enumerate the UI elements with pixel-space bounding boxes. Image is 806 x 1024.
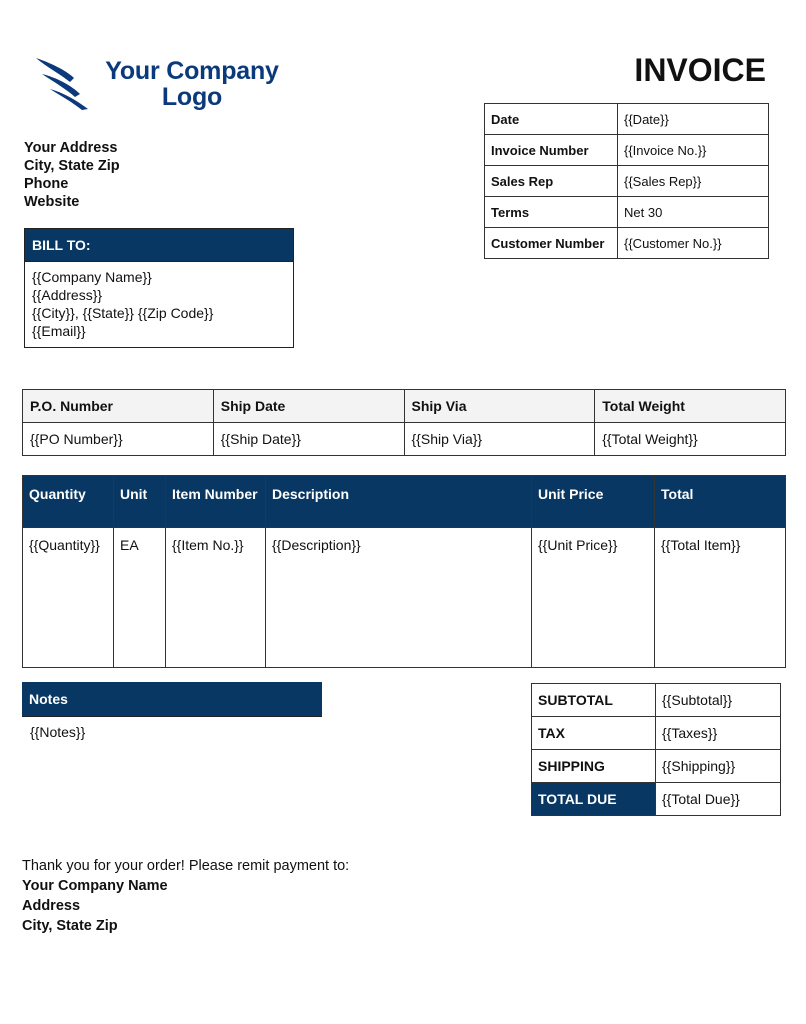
total-item-cell[interactable]: {{Total Item}} xyxy=(655,528,786,668)
meta-label: Customer Number xyxy=(485,228,618,259)
address-line: Your Address xyxy=(24,140,118,156)
notes-heading: Notes xyxy=(22,682,322,717)
totals-table xyxy=(531,683,781,816)
shipping-header-row xyxy=(23,390,786,423)
remit-address: Address xyxy=(22,898,81,914)
meta-row-sales-rep xyxy=(485,166,769,197)
company-address xyxy=(24,139,120,211)
meta-row-date xyxy=(485,104,769,135)
subtotal-label: SUBTOTAL xyxy=(532,684,656,717)
subtotal-row xyxy=(532,684,781,717)
shipping-value-row xyxy=(23,423,786,456)
notes-value[interactable]: {{Notes}} xyxy=(30,724,86,740)
quantity-cell[interactable]: {{Quantity}} xyxy=(23,528,114,668)
remit-company-name: Your Company Name xyxy=(22,878,168,894)
meta-value[interactable]: {{Customer No.}} xyxy=(618,228,769,259)
description-cell[interactable]: {{Description}} xyxy=(266,528,532,668)
bill-to-box xyxy=(24,228,294,348)
total-due-row xyxy=(532,783,781,816)
invoice-title: INVOICE xyxy=(634,52,766,88)
header-quantity: Quantity xyxy=(23,476,114,528)
meta-row-invoice-number xyxy=(485,135,769,166)
meta-row-terms xyxy=(485,197,769,228)
meta-label: Sales Rep xyxy=(485,166,618,197)
meta-label: Invoice Number xyxy=(485,135,618,166)
total-due-label: TOTAL DUE xyxy=(532,783,656,816)
phone: Phone xyxy=(24,176,69,192)
shipping-value[interactable]: {{Shipping}} xyxy=(656,750,781,783)
meta-value[interactable]: {{Invoice No.}} xyxy=(618,135,769,166)
header-po-number: P.O. Number xyxy=(23,390,214,423)
bill-to-heading: BILL TO: xyxy=(25,229,293,262)
meta-label: Date xyxy=(485,104,618,135)
meta-label: Terms xyxy=(485,197,618,228)
header-unit: Unit xyxy=(114,476,166,528)
header-unit-price: Unit Price xyxy=(532,476,655,528)
shipping-row xyxy=(532,750,781,783)
total-due-value[interactable]: {{Total Due}} xyxy=(656,783,781,816)
subtotal-value[interactable]: {{Subtotal}} xyxy=(656,684,781,717)
po-number-cell[interactable]: {{PO Number}} xyxy=(23,423,214,456)
shipping-label: SHIPPING xyxy=(532,750,656,783)
remit-city-state-zip: City, State Zip xyxy=(22,918,118,934)
meta-value[interactable]: {{Sales Rep}} xyxy=(618,166,769,197)
tax-label: TAX xyxy=(532,717,656,750)
ship-via-cell[interactable]: {{Ship Via}} xyxy=(404,423,595,456)
meta-row-customer-number xyxy=(485,228,769,259)
shipping-table xyxy=(22,389,786,456)
total-weight-cell[interactable]: {{Total Weight}} xyxy=(595,423,786,456)
header-total-weight: Total Weight xyxy=(595,390,786,423)
header-item-number: Item Number xyxy=(166,476,266,528)
items-header-row xyxy=(23,476,786,528)
header-total: Total xyxy=(655,476,786,528)
line-items-table xyxy=(22,475,786,668)
city-state-zip: City, State Zip xyxy=(24,158,120,174)
header-description: Description xyxy=(266,476,532,528)
logo-line-2: Logo xyxy=(161,83,223,111)
header-ship-via: Ship Via xyxy=(404,390,595,423)
bill-to-address: {{Address}} xyxy=(32,287,103,303)
unit-price-cell[interactable]: {{Unit Price}} xyxy=(532,528,655,668)
meta-value[interactable]: Net 30 xyxy=(618,197,769,228)
tax-row xyxy=(532,717,781,750)
thank-you-message: Thank you for your order! Please remit payment to: xyxy=(22,858,350,874)
tax-value[interactable]: {{Taxes}} xyxy=(656,717,781,750)
ship-date-cell[interactable]: {{Ship Date}} xyxy=(213,423,404,456)
wing-icon xyxy=(34,56,92,112)
bill-to-body[interactable] xyxy=(25,262,293,347)
unit-cell[interactable]: EA xyxy=(114,528,166,668)
item-number-cell[interactable]: {{Item No.}} xyxy=(166,528,266,668)
bill-to-company: {{Company Name}} xyxy=(32,269,152,285)
website: Website xyxy=(24,194,80,210)
header-ship-date: Ship Date xyxy=(213,390,404,423)
notes-section xyxy=(22,682,322,747)
logo-line-1: Your Company xyxy=(105,57,279,85)
company-logo xyxy=(34,54,294,114)
bill-to-city: {{City}}, {{State}} {{Zip Code}} xyxy=(32,305,214,321)
meta-value[interactable]: {{Date}} xyxy=(618,104,769,135)
bill-to-email: {{Email}} xyxy=(32,323,86,339)
footer xyxy=(22,856,349,936)
table-row xyxy=(23,528,786,668)
invoice-meta-table xyxy=(484,103,769,259)
